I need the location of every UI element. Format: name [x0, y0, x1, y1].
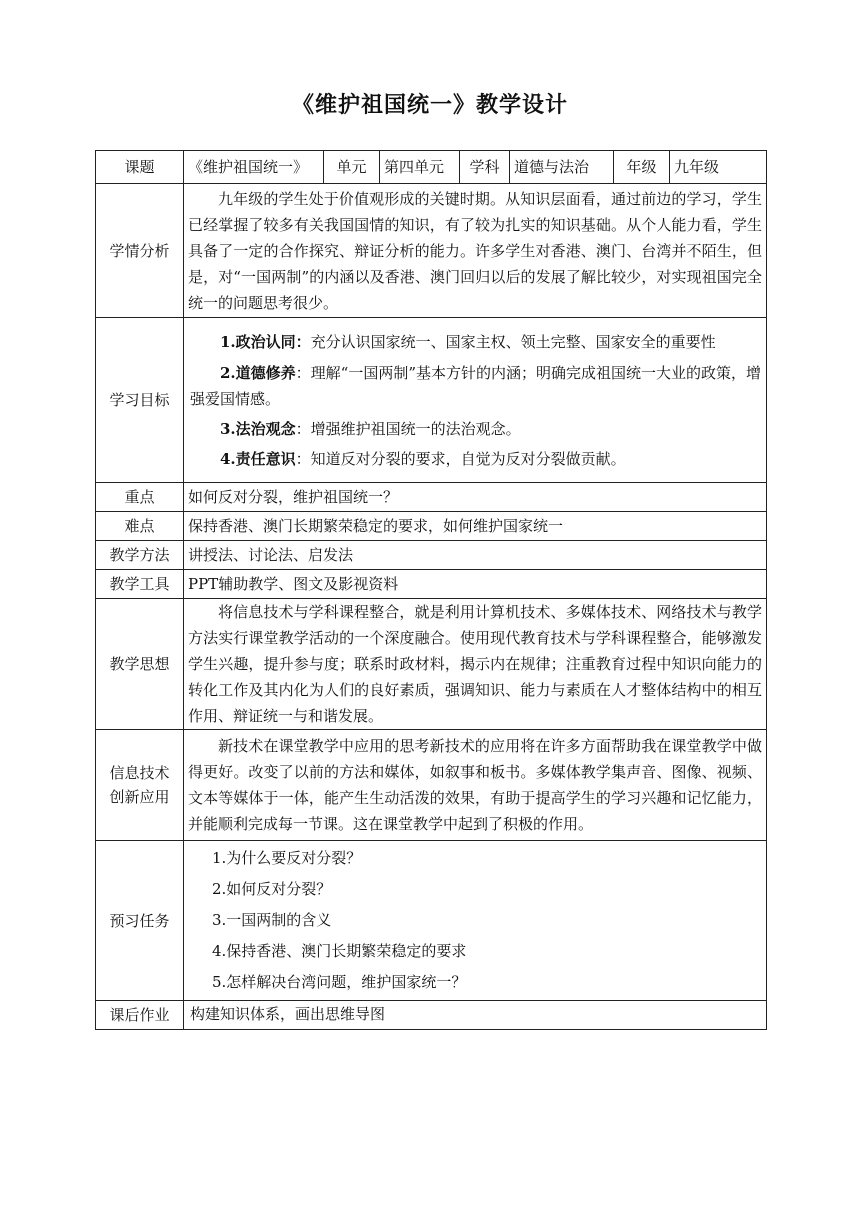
key-point-row	[96, 483, 767, 512]
tools-text: PPT辅助教学、图文及影视资料	[184, 570, 767, 599]
difficulty-row	[96, 512, 767, 541]
goal-item	[190, 329, 762, 355]
goals-row	[96, 318, 767, 483]
header-row	[96, 151, 767, 184]
it-innovation-label-line2: 创新应用	[109, 788, 170, 806]
list-item: 2.如何反对分裂？	[212, 880, 332, 898]
goal-text: 充分认识国家统一、国家主权、领土完整、国家安全的重要性	[310, 332, 716, 351]
list-item: 3.一国两制的含义	[212, 911, 332, 929]
homework-label: 课后作业	[96, 1001, 184, 1030]
lesson-label: 课题	[96, 151, 184, 184]
goal-heading: 4.责任意识	[220, 449, 296, 468]
preview-list	[184, 841, 767, 1001]
unit-value: 第四单元	[380, 151, 460, 184]
learner-analysis-label: 学情分析	[96, 184, 184, 318]
document-title: 《维护祖国统一》教学设计	[291, 93, 568, 118]
goal-heading: 1.政治认同：	[220, 332, 311, 351]
goal-text: ：增强维护祖国统一的法治观念。	[295, 419, 521, 438]
it-innovation-label	[96, 730, 184, 841]
methods-text: 讲授法、讨论法、启发法	[184, 541, 767, 570]
goals-label: 学习目标	[96, 318, 184, 483]
preview-row	[96, 841, 767, 1001]
subject-label: 学科	[460, 151, 510, 184]
it-innovation-text: 新技术在课堂教学中应用的思考新技术的应用将在许多方面帮助我在课堂教学中做得更好。改变了以前的方法和媒体，如叙事和板书。多媒体教学集声音、图像、视频、文本等媒体于一体，能产生生动活泼的效果，有助于提高学生的学习兴趣和记忆能力，并能顺利完成每一节课。这在课堂教学中起到了积极的作用。	[184, 730, 767, 841]
tools-row	[96, 570, 767, 599]
goal-item	[190, 446, 762, 472]
difficulty-text: 保持香港、澳门长期繁荣稳定的要求，如何维护国家统一	[184, 512, 767, 541]
learner-analysis-row	[96, 184, 767, 318]
goal-heading: 2.道德修养	[220, 363, 296, 382]
philosophy-label: 教学思想	[96, 599, 184, 730]
list-item: 4.保持香港、澳门长期繁荣稳定的要求	[212, 942, 467, 960]
homework-row	[96, 1001, 767, 1030]
key-point-text: 如何反对分裂，维护祖国统一？	[184, 483, 767, 512]
methods-label: 教学方法	[96, 541, 184, 570]
tools-label: 教学工具	[96, 570, 184, 599]
methods-row	[96, 541, 767, 570]
homework-text: 构建知识体系，画出思维导图	[184, 1001, 767, 1030]
goal-heading: 3.法治观念	[220, 419, 296, 438]
philosophy-text: 将信息技术与学科课程整合，就是利用计算机技术、多媒体技术、网络技术与教学方法实行课堂教学活动的一个深度融合。使用现代教育技术与学科课程整合，能够激发学生兴趣，提升参与度；联系时政材料，揭示内在规律；注重教育过程中知识向能力的转化工作及其内化为人们的良好素质，强调知识、能力与素质在人才整体结构中的相互作用、辩证统一与和谐发展。	[184, 599, 767, 730]
unit-label: 单元	[324, 151, 380, 184]
it-innovation-label-line1: 信息技术	[109, 764, 170, 782]
philosophy-row	[96, 599, 767, 730]
lesson-plan-table	[95, 150, 767, 1030]
grade-label: 年级	[614, 151, 670, 184]
grade-value: 九年级	[670, 151, 767, 184]
difficulty-label: 难点	[96, 512, 184, 541]
goal-text: ：理解“一国两制”基本方针的内涵；明确完成祖国统一大业的政策，增强爱国情感。	[190, 363, 762, 408]
goal-item	[190, 416, 762, 442]
goal-text: ：知道反对分裂的要求，自觉为反对分裂做贡献。	[295, 449, 626, 468]
goal-item	[190, 360, 762, 412]
list-item: 1.为什么要反对分裂？	[212, 849, 362, 867]
subject-value: 道德与法治	[510, 151, 614, 184]
preview-label: 预习任务	[96, 841, 184, 1001]
key-point-label: 重点	[96, 483, 184, 512]
goals-content	[184, 318, 767, 483]
lesson-value: 《维护祖国统一》	[184, 151, 324, 184]
list-item: 5.怎样解决台湾问题，维护国家统一？	[212, 973, 467, 991]
learner-analysis-text: 九年级的学生处于价值观形成的关键时期。从知识层面看，通过前边的学习，学生已经掌握了较多有关我国国情的知识，有了较为扎实的知识基础。从个人能力看，学生具备了一定的合作探究、辩证分析的能力。许多学生对香港、澳门、台湾并不陌生，但是，对“一国两制”的内涵以及香港、澳门回归以后的发展了解比较少，对实现祖国完全统一的问题思考很少。	[184, 184, 767, 318]
it-innovation-row	[96, 730, 767, 841]
